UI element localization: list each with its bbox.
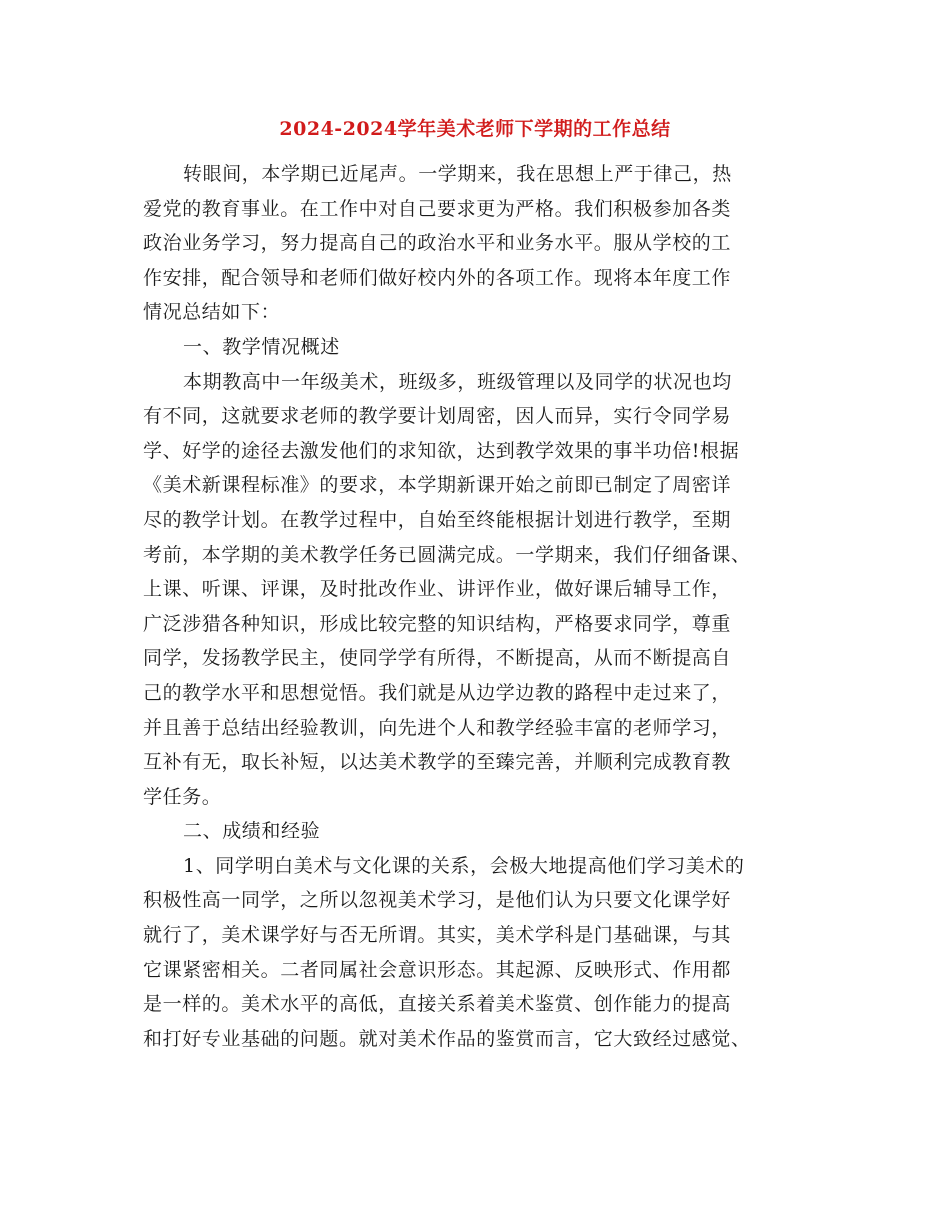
text-line: 转眼间，本学期已近尾声。一学期来，我在思想上严于律己，热: [183, 163, 732, 185]
document-body: [143, 157, 813, 1056]
text-line: 并且善于总结出经验教训，向先进个人和教学经验丰富的老师学习，: [143, 716, 732, 739]
text-line: 积极性高一同学，之所以忽视美术学习，是他们认为只要文化课学好: [143, 889, 732, 912]
text-line: 上课、听课、评课，及时批改作业、讲评作业，做好课后辅导工作，: [143, 578, 732, 601]
text-line: 政治业务学习，努力提高自己的政治水平和业务水平。服从学校的工: [143, 232, 732, 255]
text-line: 己的教学水平和思想觉悟。我们就是从边学边教的路程中走过来了，: [143, 681, 732, 704]
text-line: 作安排，配合领导和老师们做好校内外的各项工作。现将本年度工作: [143, 266, 732, 289]
section-heading-2: [143, 814, 813, 849]
achievements-paragraph: [143, 849, 813, 1057]
text-line: 爱党的教育事业。在工作中对自己要求更为严格。我们积极参加各类: [143, 197, 732, 220]
intro-paragraph: [143, 157, 813, 330]
text-line: 一、教学情况概述: [183, 335, 340, 358]
document-title: 2024-2024学年美术老师下学期的工作总结: [279, 118, 671, 140]
text-line: 广泛涉猎各种知识，形成比较完整的知识结构，严格要求同学，尊重: [143, 612, 732, 635]
section-heading-1: [143, 330, 813, 365]
text-line: 学、好学的途径去激发他们的求知欲，达到教学效果的事半功倍!根据: [143, 439, 740, 462]
text-line: 有不同，这就要求老师的教学要计划周密，因人而异，实行令同学易: [143, 405, 732, 428]
text-line: 就行了，美术课学好与否无所谓。其实，美术学科是门基础课，与其: [143, 924, 732, 947]
text-line: 尽的教学计划。在教学过程中，自始至终能根据计划进行教学，至期: [143, 508, 732, 531]
text-line: 同学，发扬教学民主，使同学学有所得，不断提高，从而不断提高自: [143, 647, 732, 670]
text-line: 互补有无，取长补短，以达美术教学的至臻完善，并顺利完成教育教: [143, 751, 732, 774]
text-line: 它课紧密相关。二者同属社会意识形态。其起源、反映形式、作用都: [143, 958, 732, 981]
text-line: 本期教高中一年级美术，班级多，班级管理以及同学的状况也均: [183, 370, 732, 393]
text-line: 考前，本学期的美术教学任务已圆满完成。一学期来，我们仔细备课、: [143, 543, 751, 566]
text-line: 学任务。: [143, 785, 222, 808]
text-line: 是一样的。美术水平的高低，直接关系着美术鉴赏、创作能力的提高: [143, 993, 732, 1016]
text-line: 《美术新课程标准》的要求，本学期新课开始之前即已制定了周密详: [143, 474, 732, 497]
text-line: 二、成绩和经验: [183, 820, 321, 843]
text-line: 和打好专业基础的问题。就对美术作品的鉴赏而言，它大致经过感觉、: [143, 1027, 751, 1050]
text-line: 1、同学明白美术与文化课的关系，会极大地提高他们学习美术的: [183, 854, 745, 877]
teaching-overview-paragraph: [143, 365, 813, 815]
text-line: 情况总结如下：: [143, 301, 281, 324]
